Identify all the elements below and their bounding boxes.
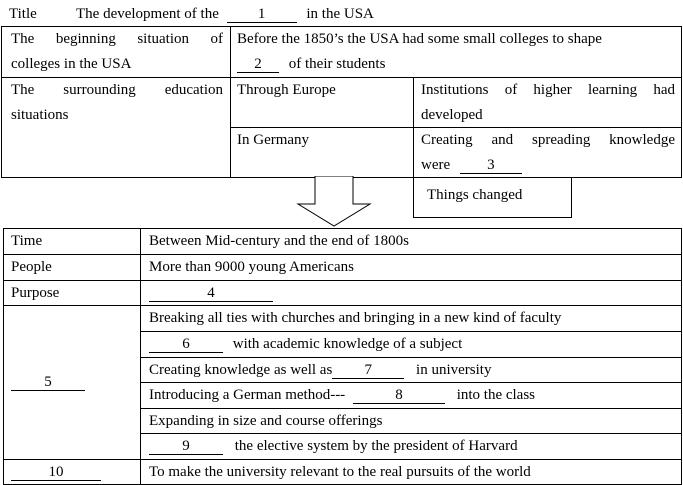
germany-text-line1: Creating and spreading knowledge xyxy=(421,132,675,148)
blank-1[interactable]: 1 xyxy=(227,7,297,23)
people-label: People xyxy=(11,259,52,275)
change-row-4 xyxy=(149,383,535,408)
change-row-1-text: Breaking all ties with churches and bringing in a new kind of faculty xyxy=(149,310,562,326)
beginning-suffix: of their students xyxy=(288,56,386,72)
change-row-1 xyxy=(149,306,561,331)
blank-10[interactable]: 10 xyxy=(11,465,101,481)
change-row-6 xyxy=(149,434,518,459)
beginning-text-line2 xyxy=(237,52,385,77)
blank-7[interactable]: 7 xyxy=(332,363,404,379)
purpose-value xyxy=(149,281,273,306)
title-text xyxy=(76,2,374,27)
surrounding-label-line2: situations xyxy=(11,107,69,123)
purpose-label: Purpose xyxy=(11,285,60,301)
europe-text-line2: developed xyxy=(421,107,483,123)
change-row-5 xyxy=(149,409,382,434)
changes-label xyxy=(11,370,85,395)
change-row-2-text: with academic knowledge of a subject xyxy=(232,336,463,352)
germany-prefix: were xyxy=(421,157,451,173)
change-row-3-prefix: Creating knowledge as well as xyxy=(149,362,333,378)
title-prefix: The development of the xyxy=(76,6,219,22)
beginning-label-line1: The beginning situation of xyxy=(11,31,223,47)
down-arrow-icon xyxy=(296,176,372,228)
blank-8[interactable]: 8 xyxy=(353,388,445,404)
things-changed-box xyxy=(413,177,572,218)
surrounding-label-line1: The surrounding education xyxy=(11,82,223,98)
title-label: Title xyxy=(9,6,37,22)
blank-3[interactable]: 3 xyxy=(460,158,522,174)
change-row-3-suffix: in university xyxy=(416,362,492,378)
germany-text-line2 xyxy=(421,153,522,178)
change-row-4-prefix: Introducing a German method--- xyxy=(149,387,346,403)
blank-4[interactable]: 4 xyxy=(149,286,273,302)
through-europe: Through Europe xyxy=(237,82,336,98)
time-label: Time xyxy=(11,233,43,249)
blank-5[interactable]: 5 xyxy=(11,375,85,391)
things-changed-label: Things changed xyxy=(427,187,523,203)
change-row-5-text: Expanding in size and course offerings xyxy=(149,413,383,429)
blank-2[interactable]: 2 xyxy=(237,57,279,73)
blank-6[interactable]: 6 xyxy=(149,337,223,353)
change-row-6-text: the elective system by the president of Harvard xyxy=(234,438,518,454)
europe-text-line1: Institutions of higher learning had xyxy=(421,82,675,98)
change-row-2 xyxy=(149,332,462,357)
beginning-label-line2: colleges in the USA xyxy=(11,56,132,72)
blank-9[interactable]: 9 xyxy=(149,439,223,455)
time-value: Between Mid-century and the end of 1800s xyxy=(149,233,409,249)
change-row-3 xyxy=(149,358,491,383)
beginning-text-line1: Before the 1850’s the USA had some small colleges to shape xyxy=(237,31,602,47)
change-row-4-suffix: into the class xyxy=(456,387,536,403)
title-suffix: in the USA xyxy=(306,6,374,22)
in-germany: In Germany xyxy=(237,132,310,148)
last-value: To make the university relevant to the real pursuits of the world xyxy=(149,464,531,480)
people-value: More than 9000 young Americans xyxy=(149,259,354,275)
last-label xyxy=(11,460,101,485)
